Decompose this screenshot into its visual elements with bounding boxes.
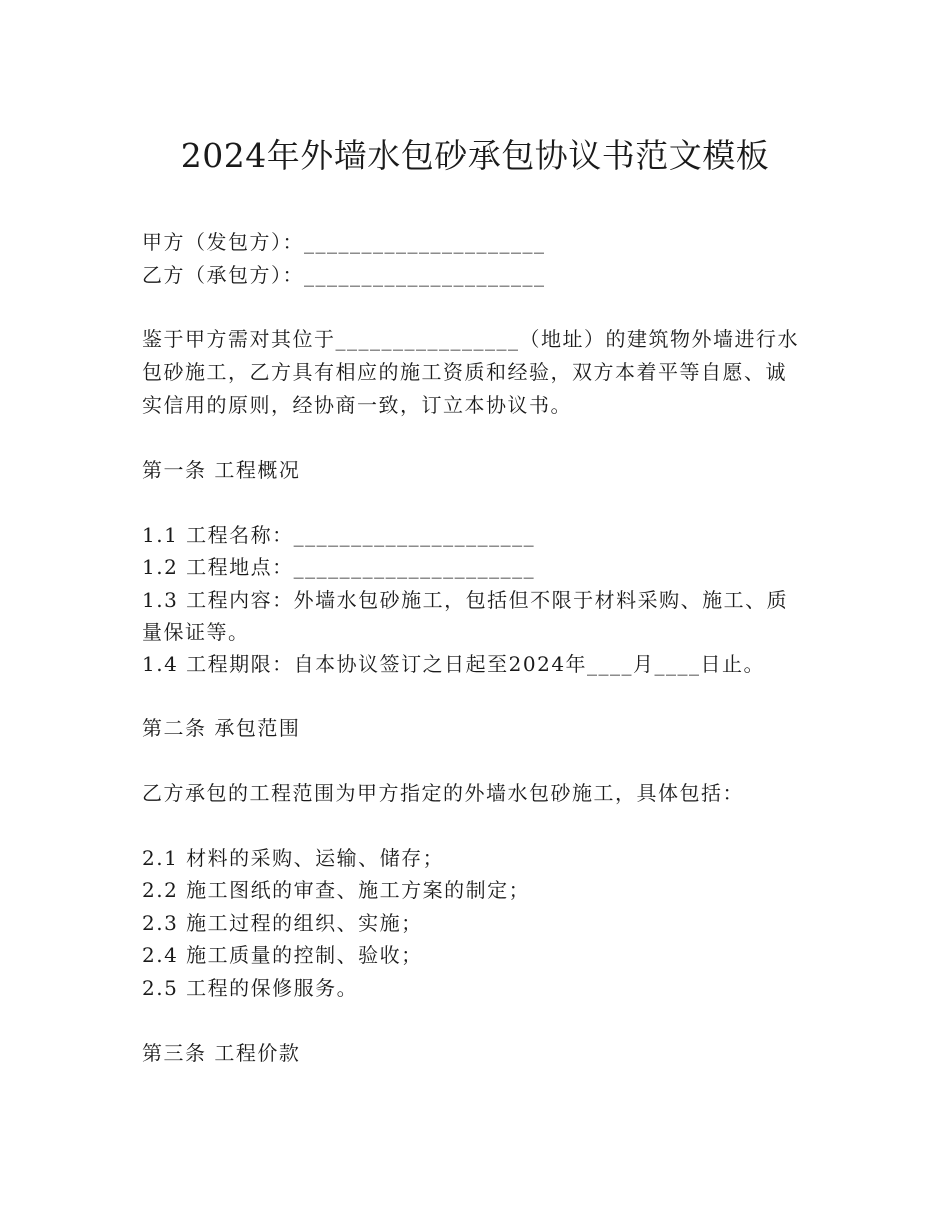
- article-2-intro: 乙方承包的工程范围为甲方指定的外墙水包砂施工，具体包括：: [142, 781, 744, 805]
- clause-1-4: 1.4 工程期限：自本协议签订之日起至2024年____月____日止。: [142, 652, 766, 676]
- clause-2-5: 2.5 工程的保修服务。: [142, 976, 359, 1000]
- clause-2-3: 2.3 施工过程的组织、实施；: [142, 911, 423, 935]
- clause-1-2: 1.2 工程地点：_____________________: [142, 555, 536, 579]
- clause-2-4: 2.4 施工质量的控制、验收；: [142, 943, 423, 967]
- intro-paragraph-line: 包砂施工，乙方具有相应的施工资质和经验，双方本着平等自愿、诚: [142, 360, 787, 384]
- article-2-heading: 第二条 承包范围: [142, 716, 301, 740]
- article-1-heading: 第一条 工程概况: [142, 458, 301, 482]
- clause-1-1: 1.1 工程名称：_____________________: [142, 523, 536, 547]
- clause-1-3: 1.3 工程内容：外墙水包砂施工，包括但不限于材料采购、施工、质: [142, 588, 789, 612]
- intro-paragraph-line: 实信用的原则，经协商一致，订立本协议书。: [142, 393, 572, 417]
- clause-2-2: 2.2 施工图纸的审查、施工方案的制定；: [142, 878, 531, 902]
- clause-2-1: 2.1 材料的采购、运输、储存；: [142, 846, 445, 870]
- intro-paragraph-line: 鉴于甲方需对其位于________________（地址）的建筑物外墙进行水: [142, 327, 799, 351]
- clause-1-3-continued: 量保证等。: [142, 620, 250, 644]
- document-title: 2024年外墙水包砂承包协议书范文模板: [180, 136, 770, 175]
- party-a-line: 甲方（发包方）：_____________________: [142, 230, 546, 254]
- article-3-heading: 第三条 工程价款: [142, 1041, 301, 1065]
- party-b-line: 乙方（承包方）：_____________________: [142, 263, 546, 287]
